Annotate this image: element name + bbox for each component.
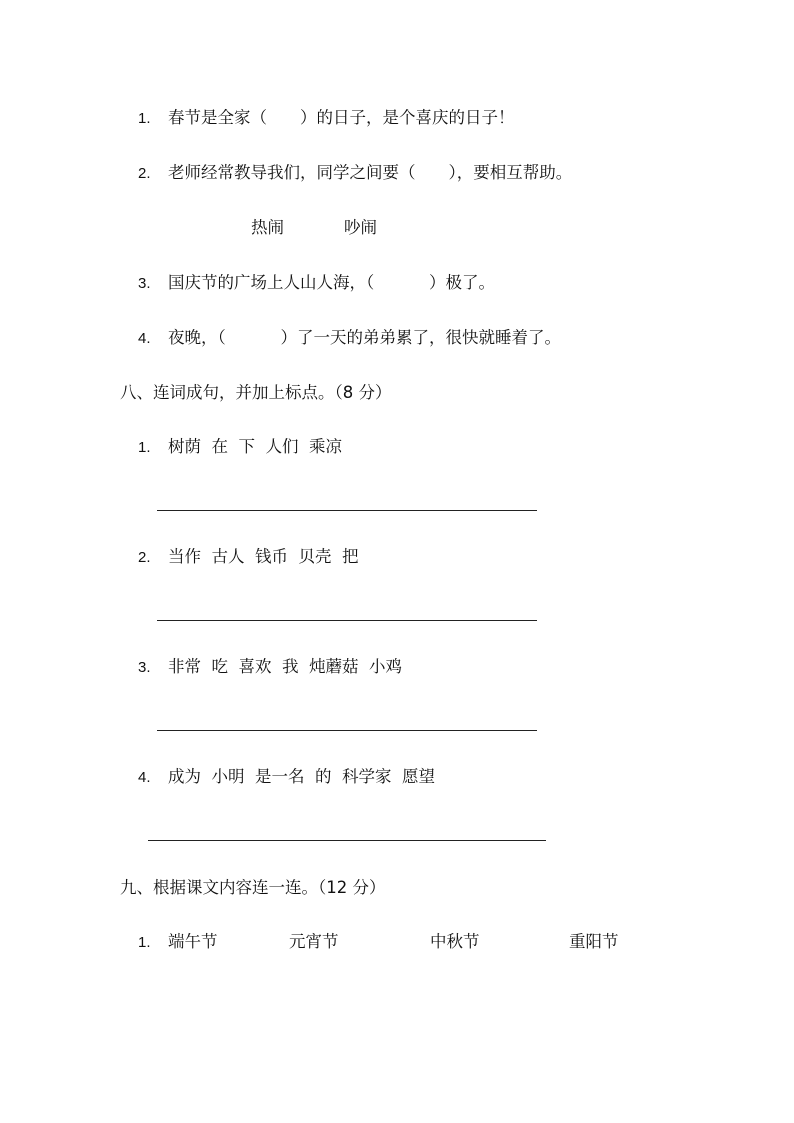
festival-zhongqiu[interactable]: 中秋节 <box>430 932 480 951</box>
s8-item-1-number: 1. <box>138 439 151 456</box>
festival-duanwu[interactable]: 端午节 <box>168 932 218 951</box>
section-9-heading: 九、根据课文内容连一连。（12 分） <box>120 878 386 897</box>
festival-yuanxiao[interactable]: 元宵节 <box>289 932 339 951</box>
festival-chongyang[interactable]: 重阳节 <box>569 932 619 951</box>
question-1-number: 1. <box>138 110 151 127</box>
answer-line-4[interactable] <box>148 840 546 841</box>
s8-item-2-number: 2. <box>138 549 151 566</box>
s8-item-4-words: 成为 小明 是一名 的 科学家 愿望 <box>168 767 435 786</box>
choice-word-2: 吵闹 <box>344 218 377 237</box>
answer-line-3[interactable] <box>157 730 537 731</box>
question-1-text: 春节是全家（ ）的日子，是个喜庆的日子！ <box>168 108 515 127</box>
question-4-number: 4. <box>138 330 151 347</box>
question-3-number: 3. <box>138 275 151 292</box>
s8-item-4-number: 4. <box>138 769 151 786</box>
question-2-number: 2. <box>138 165 151 182</box>
answer-line-1[interactable] <box>157 510 537 511</box>
s8-item-3-number: 3. <box>138 659 151 676</box>
question-2-text: 老师经常教导我们，同学之间要（ ），要相互帮助。 <box>168 163 573 182</box>
s8-item-3-words: 非常 吃 喜欢 我 炖蘑菇 小鸡 <box>168 657 402 676</box>
s9-item-1-number: 1. <box>138 934 151 951</box>
choice-word-1: 热闹 <box>251 218 284 237</box>
s8-item-2-words: 当作 古人 钱币 贝壳 把 <box>168 547 359 566</box>
s8-item-1-words: 树荫 在 下 人们 乘凉 <box>168 437 342 456</box>
section-8-heading: 八、连词成句，并加上标点。（8 分） <box>120 383 392 402</box>
question-3-text: 国庆节的广场上人山人海，（ ）极了。 <box>168 273 495 292</box>
question-4-text: 夜晚，（ ）了一天的弟弟累了，很快就睡着了。 <box>168 328 561 347</box>
answer-line-2[interactable] <box>157 620 537 621</box>
